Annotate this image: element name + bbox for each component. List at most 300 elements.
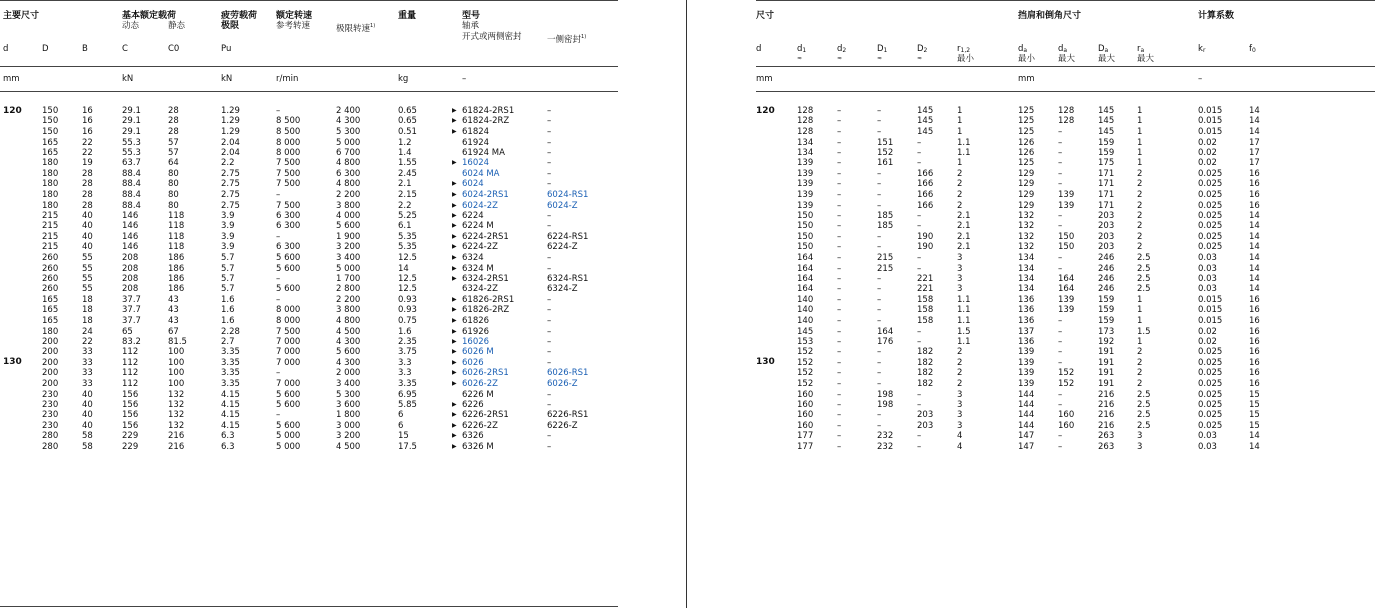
right-cell: – — [917, 431, 922, 442]
right-cell: 2 — [1137, 200, 1143, 211]
left-cell: 12.5 — [398, 284, 417, 295]
left-cell: 186 — [168, 263, 185, 274]
left-cell: 88.4 — [122, 200, 141, 211]
left-cell: 132 — [168, 389, 185, 400]
right-cell: 171 — [1098, 169, 1115, 179]
right-cell: 3 — [957, 252, 963, 263]
left-cell: 33 — [82, 378, 93, 389]
right-cell: 198 — [877, 389, 894, 400]
right-cell: 203 — [1098, 221, 1115, 232]
designation-link[interactable]: 6026-2RS1 — [462, 368, 509, 379]
left-cell: 28 — [168, 126, 179, 137]
left-cell: 43 — [168, 295, 179, 305]
left-cell: 215 — [42, 221, 59, 232]
right-cell: 198 — [877, 399, 894, 410]
right-cell: 160 — [797, 389, 814, 400]
left-cell: 81.5 — [168, 336, 187, 347]
right-cell: 176 — [877, 336, 894, 347]
new-product-marker-icon: ▶ — [452, 127, 457, 135]
right-cell: 17 — [1249, 147, 1260, 158]
designation-link[interactable]: 16026 — [462, 336, 490, 347]
right-cell: 2.1 — [957, 221, 971, 232]
right-cell: 0.025 — [1198, 399, 1223, 410]
new-product-marker-icon: ▶ — [452, 107, 457, 114]
new-product-marker-icon: ▶ — [452, 211, 457, 219]
left-cell: 8 500 — [276, 126, 301, 137]
header-speed: 额定转速 — [276, 11, 313, 21]
right-cell: 159 — [1098, 315, 1115, 326]
right-cell: 144 — [1018, 389, 1035, 400]
right-cell: – — [877, 116, 882, 127]
left-cell: 7 500 — [276, 326, 301, 337]
right-cell: – — [877, 305, 882, 316]
right-cell: 191 — [1098, 347, 1115, 358]
right-cell: 0.025 — [1198, 389, 1223, 400]
right-cell: 1 — [1137, 137, 1143, 148]
right-cell: 0.025 — [1198, 242, 1223, 253]
left-cell: 1.29 — [221, 116, 240, 127]
right-cell: – — [837, 242, 842, 253]
new-product-marker-icon: ▶ — [452, 432, 457, 440]
right-cell: – — [917, 389, 922, 400]
left-cell: 61824-2RS1 — [462, 106, 515, 116]
right-cell: 134 — [1018, 263, 1035, 274]
right-cell: 1 — [1137, 158, 1143, 169]
right-cell: – — [837, 389, 842, 400]
right-cell: 185 — [877, 210, 894, 221]
right-cell: 1 — [1137, 315, 1143, 326]
right-cell: – — [1058, 399, 1063, 410]
right-cell: 203 — [917, 410, 934, 421]
designation-link[interactable]: 6026-RS1 — [547, 368, 589, 379]
right-cell: 0.025 — [1198, 368, 1223, 379]
right-cell: 0.02 — [1198, 326, 1217, 337]
left-cell: 100 — [168, 358, 185, 368]
right-cell: – — [877, 315, 882, 326]
right-cell: 2 — [957, 169, 963, 179]
right-cell: 2 — [1137, 210, 1143, 221]
symbol-d2: $d_2$ — [837, 44, 847, 54]
designation-link[interactable]: 6024-RS1 — [547, 189, 589, 200]
left-cell: 61824-2RZ — [462, 116, 510, 127]
right-cell: 132 — [1018, 221, 1035, 232]
right-cell: 132 — [1018, 232, 1035, 242]
left-cell: 33 — [82, 358, 93, 368]
right-cell: 139 — [1018, 368, 1035, 379]
left-cell: 6226-Z — [547, 421, 578, 431]
designation-link[interactable]: 6024 MA — [462, 169, 500, 179]
symbol-d: d — [3, 44, 9, 54]
right-cell: 16 — [1249, 200, 1260, 211]
right-cell: 16 — [1249, 305, 1260, 316]
right-cell: 1 — [957, 116, 963, 127]
left-cell: 229 — [122, 441, 139, 452]
symbol-ra: $r_a$ — [1137, 44, 1145, 54]
left-cell: 208 — [122, 263, 139, 274]
left-cell: 2.2 — [398, 200, 412, 211]
left-cell: 40 — [82, 221, 93, 232]
right-cell: – — [1058, 126, 1063, 137]
left-cell: 230 — [42, 410, 59, 421]
right-cell: – — [1058, 158, 1063, 169]
right-cell: 182 — [917, 358, 934, 368]
right-cell: – — [837, 284, 842, 295]
right-cell: 2 — [957, 347, 963, 358]
bore-130: 130 — [3, 357, 22, 367]
right-cell: 159 — [1098, 147, 1115, 158]
bore-130: 130 — [756, 357, 775, 367]
left-cell: 55.3 — [122, 147, 141, 158]
left-cell: 5.7 — [221, 252, 235, 263]
right-cell: 192 — [1098, 336, 1115, 347]
right-cell: – — [877, 347, 882, 358]
header-abutment: 挡肩和倒角尺寸 — [1018, 11, 1082, 21]
header-dimensions: 尺寸 — [756, 11, 775, 21]
right-cell: 14 — [1249, 232, 1260, 242]
right-cell: 145 — [1098, 116, 1115, 127]
left-cell: 40 — [82, 421, 93, 431]
left-cell: 5 600 — [336, 347, 361, 358]
left-cell: 165 — [42, 137, 59, 148]
right-cell: – — [837, 126, 842, 137]
left-cell: 6324 M — [462, 263, 494, 274]
right-cell: – — [837, 158, 842, 169]
right-cell: – — [837, 431, 842, 442]
header-basic-load: 基本额定载荷 — [122, 11, 177, 21]
right-cell: 128 — [797, 106, 814, 116]
left-cell: 260 — [42, 263, 59, 274]
right-cell: 164 — [797, 252, 814, 263]
bore-120: 120 — [3, 106, 22, 116]
right-cell: 246 — [1098, 252, 1115, 263]
left-cell: 88.4 — [122, 169, 141, 179]
designation-link[interactable]: 6026-Z — [547, 378, 578, 389]
right-cell: 150 — [797, 242, 814, 253]
left-cell: 5 300 — [336, 126, 361, 137]
left-cell: 8 000 — [276, 147, 301, 158]
right-cell: 3 — [957, 399, 963, 410]
left-cell: – — [547, 137, 552, 148]
left-cell: 33 — [82, 347, 93, 358]
symbol-r12: $r_{1,2}$ — [957, 44, 971, 54]
left-cell: 4 800 — [336, 315, 361, 326]
left-cell: 8 000 — [276, 137, 301, 148]
right-cell: 145 — [917, 126, 934, 137]
left-cell: 6 300 — [276, 210, 301, 221]
left-cell: 57 — [168, 147, 179, 158]
right-cell: 17 — [1249, 137, 1260, 148]
left-cell: 132 — [168, 410, 185, 421]
left-cell: – — [276, 106, 281, 116]
left-cell: 156 — [122, 399, 139, 410]
left-cell: 80 — [168, 169, 179, 179]
right-cell: 166 — [917, 200, 934, 211]
right-cell: 16 — [1249, 189, 1260, 200]
header-open-sealed: 开式或两侧密封 — [462, 32, 522, 42]
right-cell: 2 — [1137, 221, 1143, 232]
left-cell: 7 500 — [276, 169, 301, 179]
right-cell: 232 — [877, 431, 894, 442]
unit-dash: – — [462, 74, 467, 84]
right-cell: – — [877, 200, 882, 211]
designation-link[interactable]: 6024-2Z — [462, 200, 498, 211]
right-cell: 136 — [1018, 295, 1035, 305]
right-cell: – — [917, 158, 922, 169]
left-cell: 186 — [168, 273, 185, 284]
left-cell: 3.35 — [221, 368, 240, 379]
left-cell: 64 — [168, 158, 179, 169]
designation-link[interactable]: 6026 — [462, 358, 484, 368]
designation-link[interactable]: 6026-2Z — [462, 378, 498, 389]
left-cell: 88.4 — [122, 179, 141, 190]
left-cell: 4 500 — [336, 441, 361, 452]
symbol-da-max: $d_a$ — [1058, 44, 1068, 54]
left-cell: – — [547, 263, 552, 274]
right-cell: – — [877, 179, 882, 190]
right-cell: 139 — [1058, 295, 1075, 305]
left-cell: 4.15 — [221, 389, 240, 400]
left-cell: 12.5 — [398, 252, 417, 263]
right-cell: 134 — [1018, 273, 1035, 284]
right-cell: 182 — [917, 347, 934, 358]
left-cell: 28 — [82, 179, 93, 190]
left-cell: – — [276, 295, 281, 305]
right-cell: 16 — [1249, 295, 1260, 305]
new-product-marker-icon: ▶ — [452, 243, 457, 251]
right-cell: 246 — [1098, 263, 1115, 274]
left-cell: 2 800 — [336, 284, 361, 295]
left-cell: 65 — [122, 326, 133, 337]
right-cell: – — [917, 147, 922, 158]
left-cell: 208 — [122, 252, 139, 263]
left-cell: 40 — [82, 389, 93, 400]
right-cell: 17 — [1249, 158, 1260, 169]
right-cell: – — [877, 378, 882, 389]
unit-kN: kN — [122, 74, 134, 84]
right-cell: 171 — [1098, 200, 1115, 211]
rule-units-top — [0, 66, 618, 67]
left-cell: 0.51 — [398, 126, 417, 137]
right-cell: – — [877, 410, 882, 421]
right-cell: 152 — [877, 147, 894, 158]
left-cell: 80 — [168, 200, 179, 211]
left-cell: 22 — [82, 137, 93, 148]
right-cell: 2.5 — [1137, 263, 1151, 274]
right-cell: 2.5 — [1137, 399, 1151, 410]
left-cell: 28 — [168, 106, 179, 116]
left-cell: 2.28 — [221, 326, 240, 337]
left-cell: 55 — [82, 252, 93, 263]
left-cell: 6224-2Z — [462, 242, 498, 253]
right-cell: 177 — [797, 431, 814, 442]
left-cell: 4.15 — [221, 399, 240, 410]
left-cell: 3 200 — [336, 242, 361, 253]
right-cell: 134 — [1018, 284, 1035, 295]
new-product-marker-icon: ▶ — [452, 400, 457, 408]
left-cell: 5.25 — [398, 210, 417, 221]
right-cell: 125 — [1018, 158, 1035, 169]
right-cell: – — [917, 252, 922, 263]
designation-link[interactable]: 6024-Z — [547, 200, 578, 211]
right-cell: 158 — [917, 305, 934, 316]
left-cell: 6 300 — [276, 242, 301, 253]
right-cell: 128 — [1058, 116, 1075, 127]
right-cell: 0.03 — [1198, 252, 1217, 263]
left-cell: – — [276, 410, 281, 421]
right-cell: – — [837, 358, 842, 368]
right-cell: 177 — [797, 441, 814, 452]
left-cell: 17.5 — [398, 441, 417, 452]
right-cell: 191 — [1098, 358, 1115, 368]
left-cell: 8 000 — [276, 315, 301, 326]
right-cell: – — [837, 221, 842, 232]
right-cell: – — [1058, 252, 1063, 263]
left-cell: 132 — [168, 399, 185, 410]
right-cell: 15 — [1249, 399, 1260, 410]
left-cell: 4 500 — [336, 326, 361, 337]
right-cell: 182 — [917, 378, 934, 389]
left-cell: – — [547, 179, 552, 190]
right-cell: – — [837, 441, 842, 452]
right-cell: 0.015 — [1198, 126, 1223, 137]
right-cell: 2 — [957, 179, 963, 190]
right-cell: 263 — [1098, 441, 1115, 452]
top-rule — [756, 0, 1375, 1]
left-cell: 280 — [42, 441, 59, 452]
right-cell: 152 — [797, 378, 814, 389]
left-cell: 40 — [82, 232, 93, 242]
left-cell: 8 000 — [276, 305, 301, 316]
right-cell: 16 — [1249, 179, 1260, 190]
left-cell: 55 — [82, 273, 93, 284]
right-cell: – — [877, 368, 882, 379]
left-cell: 55 — [82, 284, 93, 295]
right-cell: 152 — [797, 347, 814, 358]
right-cell: 152 — [797, 368, 814, 379]
new-product-marker-icon: ▶ — [452, 369, 457, 377]
left-cell: 5 600 — [276, 421, 301, 431]
left-cell: 40 — [82, 410, 93, 421]
left-cell: 57 — [168, 137, 179, 148]
new-product-marker-icon: ▶ — [452, 306, 457, 314]
left-cell: 180 — [42, 189, 59, 200]
unit-mm-abut: mm — [1018, 74, 1035, 84]
right-cell: 132 — [1018, 210, 1035, 221]
right-cell: 160 — [1058, 421, 1075, 431]
approx-D1: ≈ — [877, 55, 883, 62]
right-cell: 15 — [1249, 421, 1260, 431]
right-cell: 150 — [797, 232, 814, 242]
right-cell: 1 — [1137, 336, 1143, 347]
left-cell: 61826-2RS1 — [462, 295, 515, 305]
right-cell: – — [1058, 179, 1063, 190]
new-product-marker-icon: ▶ — [452, 442, 457, 450]
left-cell: – — [547, 210, 552, 221]
new-product-marker-icon: ▶ — [452, 201, 457, 209]
left-cell: 156 — [122, 421, 139, 431]
left-cell: 146 — [122, 232, 139, 242]
right-cell: 190 — [917, 232, 934, 242]
left-cell: 29.1 — [122, 106, 141, 116]
symbol-f0: $f_0$ — [1249, 44, 1256, 54]
left-cell: 2 200 — [336, 189, 361, 200]
right-cell: – — [1058, 441, 1063, 452]
left-cell: 22 — [82, 147, 93, 158]
right-cell: – — [877, 126, 882, 137]
left-cell: 6 — [398, 410, 404, 421]
left-cell: 0.65 — [398, 106, 417, 116]
right-cell: 221 — [917, 284, 934, 295]
left-cell: 4.15 — [221, 410, 240, 421]
right-cell: – — [1058, 147, 1063, 158]
right-cell: 134 — [797, 137, 814, 148]
right-cell: 2 — [1137, 378, 1143, 389]
left-cell: 4 300 — [336, 358, 361, 368]
right-cell: 2.5 — [1137, 284, 1151, 295]
right-cell: – — [837, 399, 842, 410]
rule-units-bottom — [0, 91, 618, 92]
right-cell: 2.5 — [1137, 421, 1151, 431]
symbol-D2: $D_2$ — [917, 44, 928, 54]
designation-link[interactable]: 6024-2RS1 — [462, 189, 509, 200]
symbol-D1: $D_1$ — [877, 44, 888, 54]
left-cell: 28 — [82, 169, 93, 179]
right-cell: 1 — [1137, 295, 1143, 305]
left-cell: 3.35 — [221, 347, 240, 358]
symbol-da-min: $d_a$ — [1018, 44, 1028, 54]
right-cell: – — [837, 179, 842, 190]
left-cell: 3.35 — [221, 378, 240, 389]
right-cell: 2 — [957, 189, 963, 200]
right-cell: 0.03 — [1198, 263, 1217, 274]
left-cell: 146 — [122, 221, 139, 232]
designation-link[interactable]: 16024 — [462, 158, 490, 169]
left-cell: 2.04 — [221, 147, 240, 158]
left-cell: 6226 — [462, 399, 484, 410]
right-cell: 14 — [1249, 126, 1260, 137]
left-cell: 3 400 — [336, 378, 361, 389]
right-cell: 190 — [917, 242, 934, 253]
left-cell: – — [276, 273, 281, 284]
rule-units-bottom — [756, 91, 1375, 92]
right-cell: 160 — [1058, 410, 1075, 421]
right-cell: 0.015 — [1198, 116, 1223, 127]
right-cell: 125 — [1018, 116, 1035, 127]
right-cell: 3 — [1137, 431, 1143, 442]
left-cell: 150 — [42, 126, 59, 137]
right-cell: 164 — [1058, 273, 1075, 284]
left-cell: 16 — [82, 116, 93, 127]
left-cell: 63.7 — [122, 158, 141, 169]
left-cell: 1.6 — [221, 315, 235, 326]
left-cell: 1.6 — [221, 305, 235, 316]
right-cell: 164 — [797, 263, 814, 274]
left-cell: – — [547, 399, 552, 410]
left-cell: 40 — [82, 210, 93, 221]
right-cell: – — [1058, 431, 1063, 442]
designation-link[interactable]: 6024 — [462, 179, 484, 190]
left-cell: 22 — [82, 336, 93, 347]
left-cell: – — [547, 116, 552, 127]
right-cell: 0.025 — [1198, 232, 1223, 242]
right-cell: – — [877, 189, 882, 200]
right-cell: 1 — [1137, 126, 1143, 137]
right-cell: – — [1058, 263, 1063, 274]
designation-link[interactable]: 6026 M — [462, 347, 494, 358]
left-cell: 7 000 — [276, 378, 301, 389]
left-cell: – — [547, 441, 552, 452]
right-cell: 0.03 — [1198, 284, 1217, 295]
